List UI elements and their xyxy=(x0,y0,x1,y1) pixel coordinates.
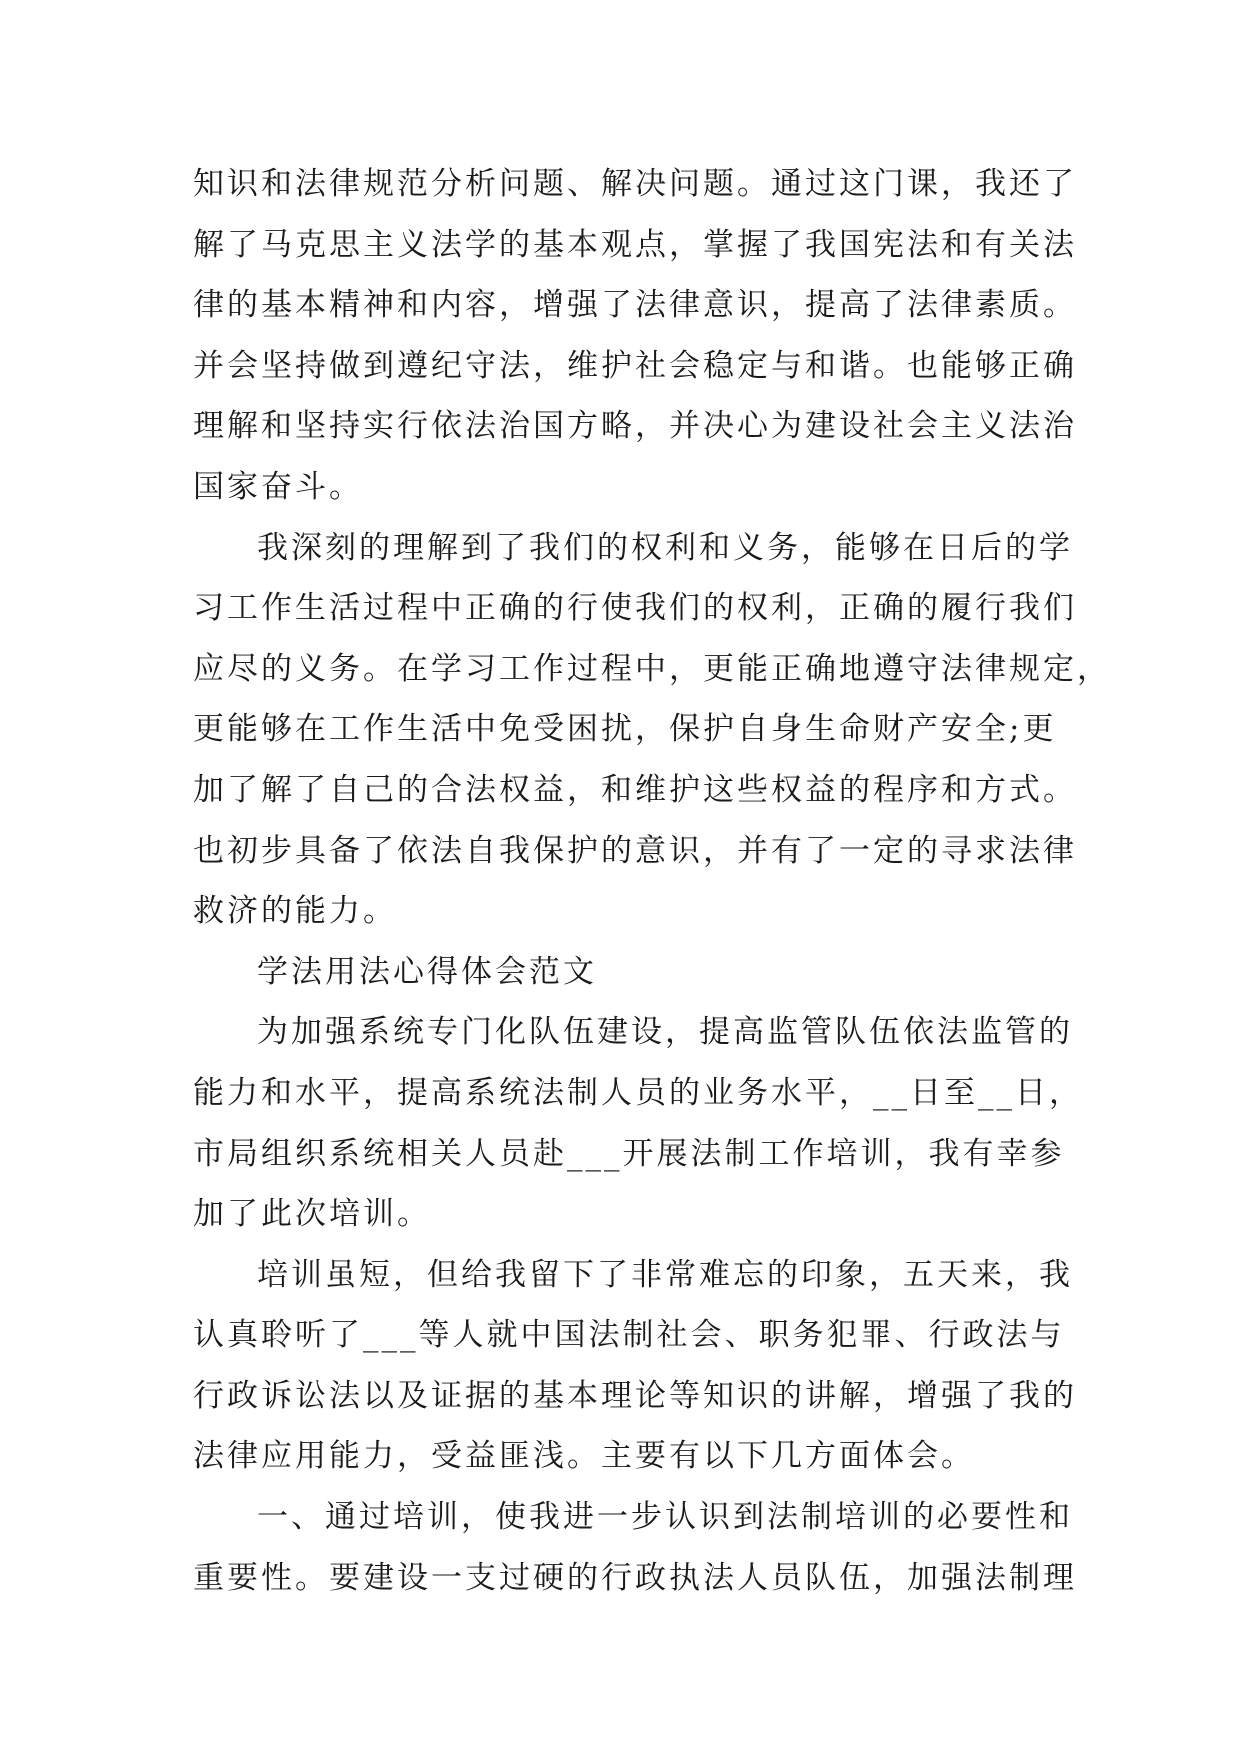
text-line: 为加强系统专门化队伍建设，提高监管队伍依法监管的 xyxy=(257,1014,1073,1051)
text-line: 市局组织系统相关人员赴___开展法制工作培训，我有幸参 xyxy=(193,1135,1065,1172)
text-line: 重要性。要建设一支过硬的行政执法人员队伍，加强法制理 xyxy=(193,1559,1077,1596)
text-line: 国家奋斗。 xyxy=(193,468,363,505)
text-line: 习工作生活过程中正确的行使我们的权利，正确的履行我们 xyxy=(193,590,1077,627)
text-line: 也初步具备了依法自我保护的意识，并有了一定的寻求法律 xyxy=(193,832,1077,869)
text-line: 救济的能力。 xyxy=(193,893,397,930)
text-line: 一、通过培训，使我进一步认识到法制培训的必要性和 xyxy=(257,1499,1073,1536)
text-line: 应尽的义务。在学习工作过程中，更能正确地遵守法律规定， xyxy=(193,650,1111,687)
text-line: 行政诉讼法以及证据的基本理论等知识的讲解，增强了我的 xyxy=(193,1377,1077,1414)
document-body xyxy=(193,154,1111,1608)
text-line: 认真聆听了___等人就中国法制社会、职务犯罪、行政法与 xyxy=(193,1317,1065,1354)
text-line: 培训虽短，但给我留下了非常难忘的印象，五天来，我 xyxy=(257,1256,1073,1293)
text-line: 解了马克思主义法学的基本观点，掌握了我国宪法和有关法 xyxy=(193,226,1077,263)
text-line: 加了此次培训。 xyxy=(193,1196,431,1233)
text-line: 并会坚持做到遵纪守法，维护社会稳定与和谐。也能够正确 xyxy=(193,347,1077,384)
text-line: 知识和法律规范分析问题、解决问题。通过这门课，我还了 xyxy=(193,166,1077,202)
text-line: 理解和坚持实行依法治国方略，并决心为建设社会主义法治 xyxy=(193,408,1077,445)
text-line: 我深刻的理解到了我们的权利和义务，能够在日后的学 xyxy=(257,529,1073,566)
text-line: 加了解了自己的合法权益，和维护这些权益的程序和方式。 xyxy=(193,771,1077,808)
section-heading: 学法用法心得体会范文 xyxy=(257,953,597,990)
text-line: 法律应用能力，受益匪浅。主要有以下几方面体会。 xyxy=(193,1438,975,1475)
text-line: 更能够在工作生活中免受困扰，保护自身生命财产安全;更 xyxy=(193,711,1057,748)
text-line: 律的基本精神和内容，增强了法律意识，提高了法律素质。 xyxy=(193,287,1077,324)
text-line: 能力和水平，提高系统法制人员的业务水平，__日至__日， xyxy=(193,1074,1083,1111)
